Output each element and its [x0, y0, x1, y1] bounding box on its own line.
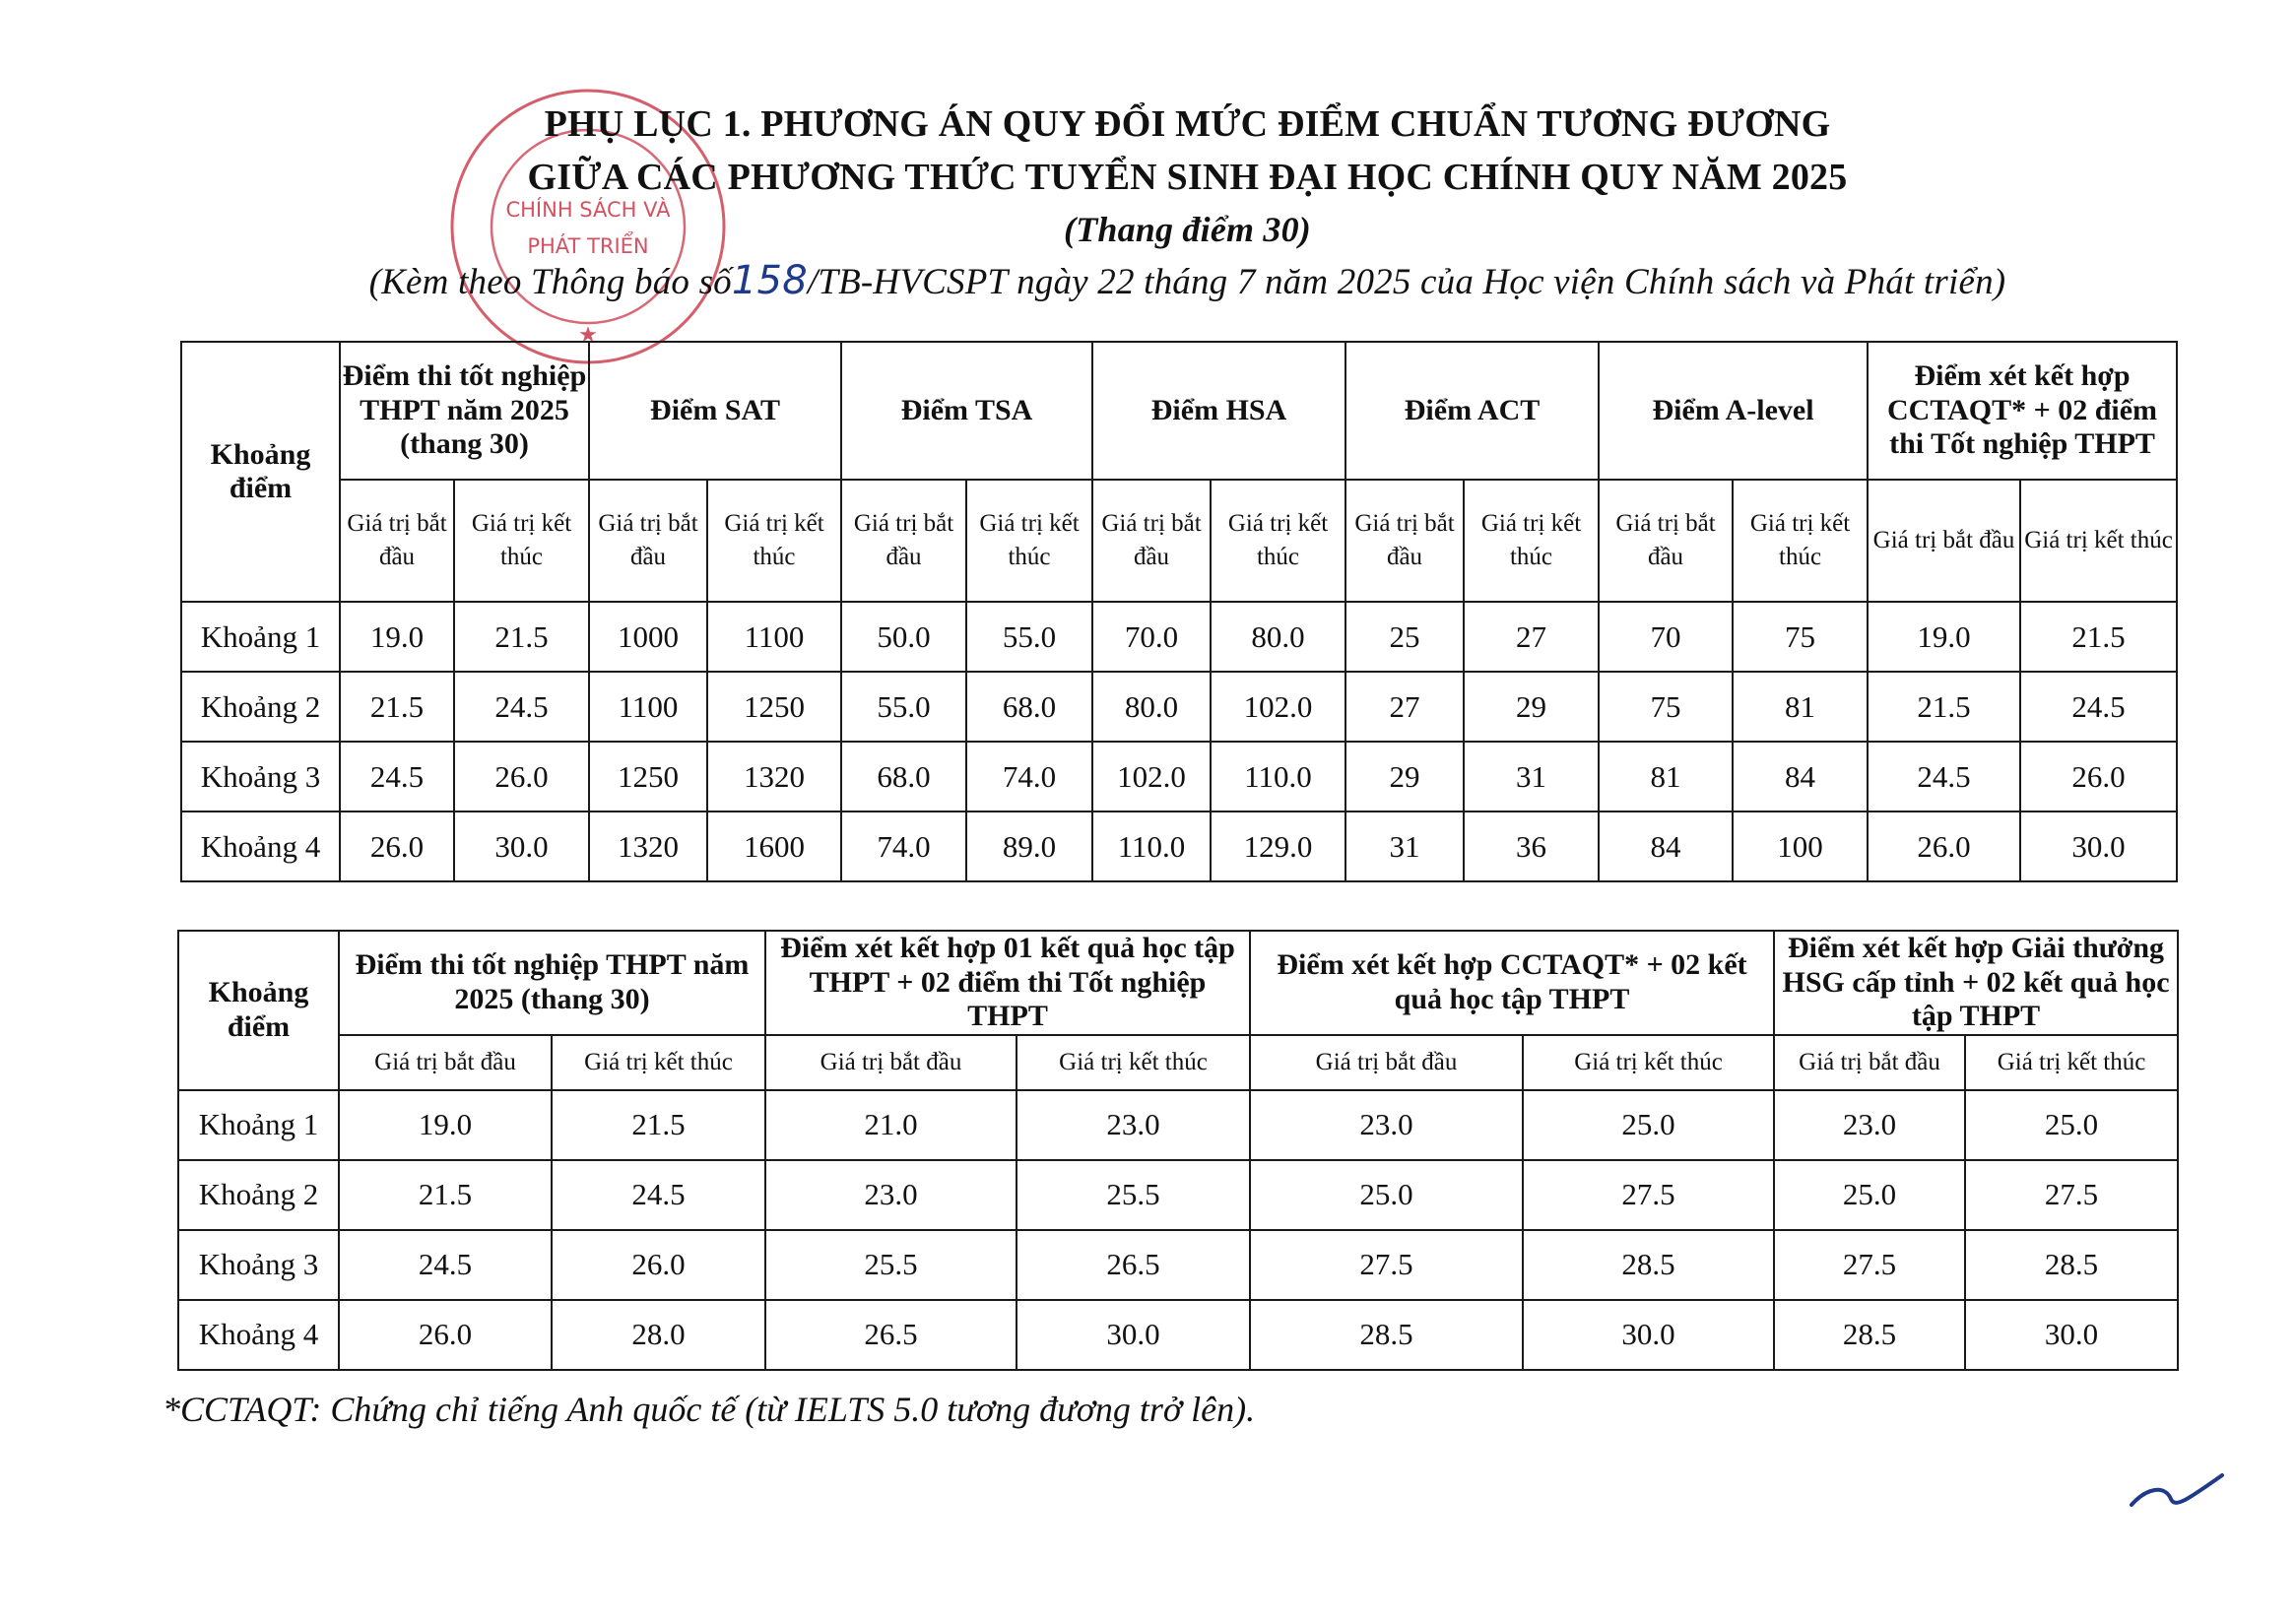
conversion-table-2 — [177, 930, 2179, 1371]
table-cell: 21.5 — [454, 602, 589, 672]
group-header: Điểm xét kết hợp 01 kết quả học tập THPT + 02 điểm thi Tốt nghiệp THPT — [765, 931, 1250, 1035]
table-cell: 27.5 — [1965, 1160, 2178, 1230]
group-header: Điểm thi tốt nghiệp THPT năm 2025 (thang 30) — [340, 342, 589, 480]
start-value-header: Giá trị bắt đầu — [340, 480, 454, 602]
row-label: Khoảng 2 — [178, 1160, 339, 1230]
group-header: Điểm xét kết hợp CCTAQT* + 02 kết quả học tập THPT — [1250, 931, 1774, 1035]
table-cell: 31 — [1345, 812, 1464, 881]
start-value-header: Giá trị bắt đầu — [841, 480, 966, 602]
score-scale: (Thang điểm 30) — [1064, 210, 1311, 249]
table-cell: 24.5 — [552, 1160, 765, 1230]
table-cell: 1250 — [589, 742, 707, 812]
start-value-header: Giá trị bắt đầu — [339, 1035, 552, 1090]
end-value-header: Giá trị kết thúc — [707, 480, 841, 602]
table-row — [178, 1300, 2178, 1370]
table-cell: 26.0 — [552, 1230, 765, 1300]
table-cell: 84 — [1599, 812, 1733, 881]
table-cell: 28.5 — [1774, 1300, 1965, 1370]
table-cell: 23.0 — [1017, 1090, 1250, 1160]
start-value-header: Giá trị bắt đầu — [1868, 480, 2020, 602]
table-cell: 30.0 — [2020, 812, 2177, 881]
table-cell: 84 — [1733, 742, 1868, 812]
table-cell: 30.0 — [1017, 1300, 1250, 1370]
group-header: Điểm HSA — [1092, 342, 1345, 480]
table-cell: 50.0 — [841, 602, 966, 672]
table-cell: 81 — [1733, 672, 1868, 742]
table-cell: 30.0 — [454, 812, 589, 881]
table-cell: 26.0 — [339, 1300, 552, 1370]
table-cell: 70.0 — [1092, 602, 1211, 672]
table-cell: 24.5 — [1868, 742, 2020, 812]
row-label: Khoảng 1 — [178, 1090, 339, 1160]
table-cell: 28.5 — [1965, 1230, 2178, 1300]
end-value-header: Giá trị kết thúc — [1965, 1035, 2178, 1090]
table-cell: 26.0 — [454, 742, 589, 812]
table-cell: 23.0 — [765, 1160, 1017, 1230]
table-cell: 24.5 — [340, 742, 454, 812]
subheader-row — [181, 480, 2177, 602]
table-cell: 74.0 — [966, 742, 1092, 812]
end-value-header: Giá trị kết thúc — [1733, 480, 1868, 602]
table-cell: 75 — [1733, 602, 1868, 672]
table-cell: 26.0 — [2020, 742, 2177, 812]
table-cell: 27.5 — [1523, 1160, 1774, 1230]
table-cell: 21.5 — [340, 672, 454, 742]
reference-prefix: (Kèm theo Thông báo số — [368, 262, 732, 302]
table-cell: 100 — [1733, 812, 1868, 881]
start-value-header: Giá trị bắt đầu — [1345, 480, 1464, 602]
appendix-title: PHỤ LỤC 1. PHƯƠNG ÁN QUY ĐỔI MỨC ĐIỂM CHUẨN TƯƠNG ĐƯƠNG — [544, 103, 1831, 145]
table-cell: 21.5 — [339, 1160, 552, 1230]
seal-text-line1: CHÍNH SÁCH VÀ — [505, 198, 671, 222]
group-header: Điểm xét kết hợp Giải thưởng HSG cấp tỉnh + 02 kết quả học tập THPT — [1774, 931, 2178, 1035]
table-row — [181, 742, 2177, 812]
table-cell: 80.0 — [1092, 672, 1211, 742]
table-cell: 1320 — [589, 812, 707, 881]
end-value-header: Giá trị kết thúc — [1211, 480, 1345, 602]
table-cell: 25.0 — [1523, 1090, 1774, 1160]
table-cell: 30.0 — [1523, 1300, 1774, 1370]
table-cell: 25 — [1345, 602, 1464, 672]
signature-mark — [2128, 1469, 2226, 1514]
group-header: Điểm thi tốt nghiệp THPT năm 2025 (thang 30) — [339, 931, 765, 1035]
table-cell: 1600 — [707, 812, 841, 881]
start-value-header: Giá trị bắt đầu — [765, 1035, 1017, 1090]
end-value-header: Giá trị kết thúc — [1523, 1035, 1774, 1090]
table-cell: 23.0 — [1774, 1090, 1965, 1160]
reference-suffix: /TB-HVCSPT ngày 22 tháng 7 năm 2025 của Học viện Chính sách và Phát triển) — [807, 262, 2006, 302]
table-cell: 23.0 — [1250, 1090, 1523, 1160]
table-cell: 25.5 — [765, 1230, 1017, 1300]
table-row — [181, 672, 2177, 742]
appendix-title-line2: GIỮA CÁC PHƯƠNG THỨC TUYỂN SINH ĐẠI HỌC CHÍNH QUY NĂM 2025 — [527, 157, 1848, 198]
table-row — [178, 1230, 2178, 1300]
row-label: Khoảng 4 — [178, 1300, 339, 1370]
table-cell: 29 — [1464, 672, 1599, 742]
notice-number: 158 — [731, 258, 808, 303]
reference-line — [39, 258, 2296, 303]
svg-text:★: ★ — [578, 322, 598, 347]
table-cell: 21.5 — [2020, 602, 2177, 672]
group-header: Điểm A-level — [1599, 342, 1868, 480]
table-cell: 19.0 — [340, 602, 454, 672]
table-cell: 19.0 — [1868, 602, 2020, 672]
start-value-header: Giá trị bắt đầu — [1774, 1035, 1965, 1090]
table-cell: 1320 — [707, 742, 841, 812]
table-cell: 25.5 — [1017, 1160, 1250, 1230]
table-cell: 25.0 — [1965, 1090, 2178, 1160]
table-cell: 27.5 — [1774, 1230, 1965, 1300]
table-cell: 102.0 — [1092, 742, 1211, 812]
group-header: Điểm ACT — [1345, 342, 1599, 480]
table-cell: 75 — [1599, 672, 1733, 742]
group-header: Điểm TSA — [841, 342, 1092, 480]
row-label: Khoảng 4 — [181, 812, 340, 881]
table-cell: 55.0 — [966, 602, 1092, 672]
table-row — [178, 1090, 2178, 1160]
table-cell: 19.0 — [339, 1090, 552, 1160]
table-cell: 24.5 — [339, 1230, 552, 1300]
corner-header: Khoảng điểm — [181, 342, 340, 602]
table-cell: 81 — [1599, 742, 1733, 812]
table-cell: 21.0 — [765, 1090, 1017, 1160]
table-row — [181, 812, 2177, 881]
table-cell: 24.5 — [2020, 672, 2177, 742]
table-cell: 102.0 — [1211, 672, 1345, 742]
table-cell: 21.5 — [1868, 672, 2020, 742]
table-cell: 31 — [1464, 742, 1599, 812]
start-value-header: Giá trị bắt đầu — [1092, 480, 1211, 602]
end-value-header: Giá trị kết thúc — [966, 480, 1092, 602]
table-cell: 28.0 — [552, 1300, 765, 1370]
conversion-table-1 — [180, 341, 2178, 882]
row-label: Khoảng 1 — [181, 602, 340, 672]
start-value-header: Giá trị bắt đầu — [1599, 480, 1733, 602]
table-cell: 70 — [1599, 602, 1733, 672]
row-label: Khoảng 3 — [181, 742, 340, 812]
footnote: *CCTAQT: Chứng chỉ tiếng Anh quốc tế (từ IELTS 5.0 tương đương trở lên). — [163, 1390, 1256, 1429]
seal-text-line2: PHÁT TRIỂN — [527, 234, 649, 258]
table-cell: 28.5 — [1523, 1230, 1774, 1300]
table-cell: 24.5 — [454, 672, 589, 742]
table-cell: 110.0 — [1092, 812, 1211, 881]
corner-header: Khoảng điểm — [178, 931, 339, 1090]
table-row — [181, 602, 2177, 672]
table-cell: 26.5 — [1017, 1230, 1250, 1300]
table-cell: 28.5 — [1250, 1300, 1523, 1370]
table-cell: 55.0 — [841, 672, 966, 742]
table-row — [178, 1160, 2178, 1230]
end-value-header: Giá trị kết thúc — [454, 480, 589, 602]
row-label: Khoảng 3 — [178, 1230, 339, 1300]
table-cell: 27 — [1464, 602, 1599, 672]
table-cell: 1100 — [589, 672, 707, 742]
table-cell: 25.0 — [1774, 1160, 1965, 1230]
table-cell: 89.0 — [966, 812, 1092, 881]
start-value-header: Giá trị bắt đầu — [589, 480, 707, 602]
table-cell: 1000 — [589, 602, 707, 672]
table-cell: 26.0 — [1868, 812, 2020, 881]
table-cell: 74.0 — [841, 812, 966, 881]
group-header: Điểm xét kết hợp CCTAQT* + 02 điểm thi Tốt nghiệp THPT — [1868, 342, 2177, 480]
table-cell: 27.5 — [1250, 1230, 1523, 1300]
table-cell: 68.0 — [841, 742, 966, 812]
table-cell: 26.5 — [765, 1300, 1017, 1370]
table-cell: 110.0 — [1211, 742, 1345, 812]
table-cell: 1250 — [707, 672, 841, 742]
table-cell: 68.0 — [966, 672, 1092, 742]
end-value-header: Giá trị kết thúc — [2020, 480, 2177, 602]
end-value-header: Giá trị kết thúc — [552, 1035, 765, 1090]
table-cell: 29 — [1345, 742, 1464, 812]
table-cell: 30.0 — [1965, 1300, 2178, 1370]
group-header: Điểm SAT — [589, 342, 841, 480]
table-cell: 36 — [1464, 812, 1599, 881]
subheader-row — [178, 1035, 2178, 1090]
table-cell: 80.0 — [1211, 602, 1345, 672]
table-cell: 25.0 — [1250, 1160, 1523, 1230]
start-value-header: Giá trị bắt đầu — [1250, 1035, 1523, 1090]
table-cell: 27 — [1345, 672, 1464, 742]
table-cell: 129.0 — [1211, 812, 1345, 881]
row-label: Khoảng 2 — [181, 672, 340, 742]
table-cell: 26.0 — [340, 812, 454, 881]
end-value-header: Giá trị kết thúc — [1017, 1035, 1250, 1090]
table-cell: 1100 — [707, 602, 841, 672]
end-value-header: Giá trị kết thúc — [1464, 480, 1599, 602]
table-cell: 21.5 — [552, 1090, 765, 1160]
